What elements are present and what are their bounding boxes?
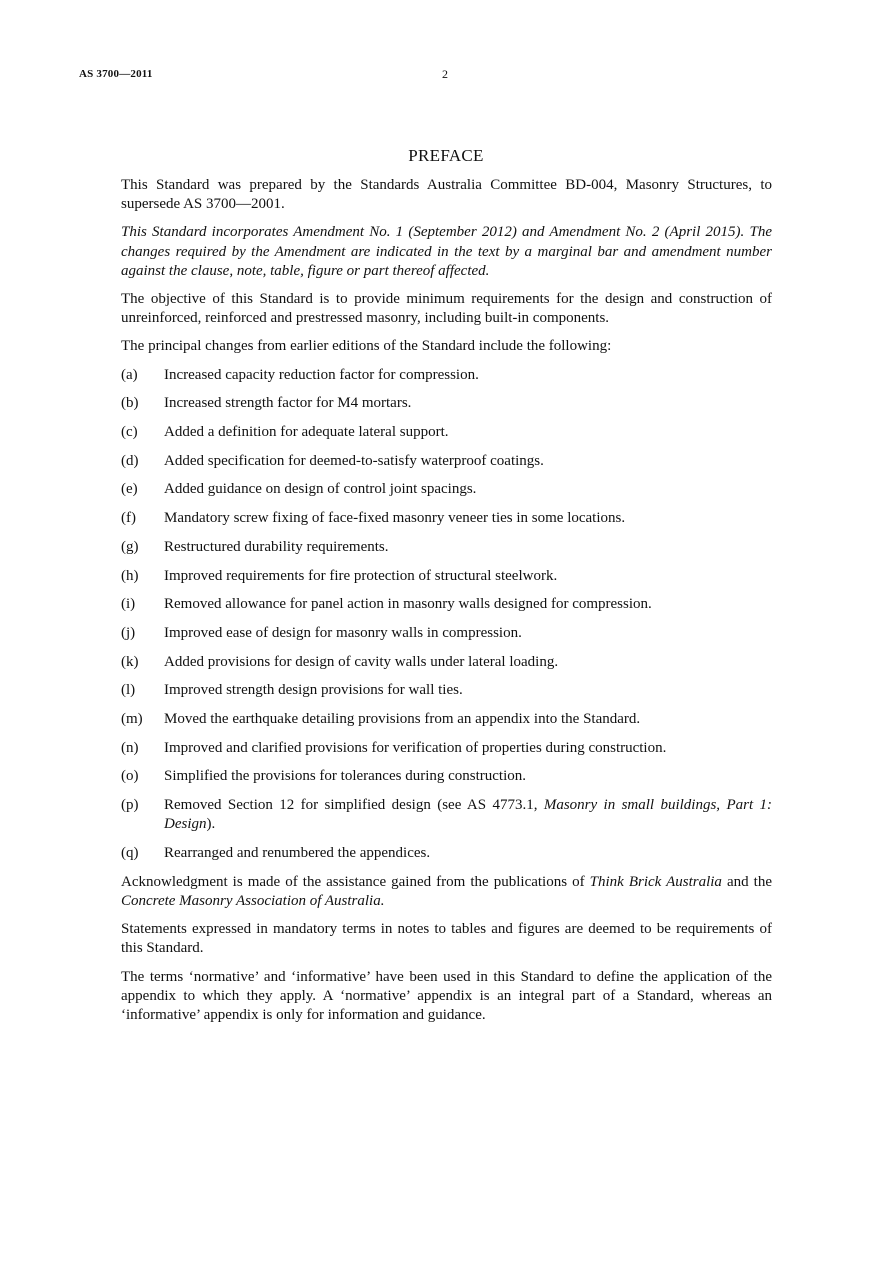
normative-informative-paragraph: The terms ‘normative’ and ‘informative’ have been used in this Standard to define the application of the appendix to which they apply. A ‘normative’ appendix is an integral part of a Standard, whereas an ‘informative’ appendix is only for information and guidance. — [121, 968, 772, 1023]
list-item — [121, 394, 772, 413]
acknowledgment-paragraph — [121, 873, 772, 911]
list-item-label: (e) — [121, 481, 138, 498]
list-item-text: Improved requirements for fire protection of structural steelwork. — [164, 567, 558, 584]
list-item — [121, 653, 772, 672]
list-item-text: Added a definition for adequate lateral support. — [164, 424, 449, 441]
list-item-label: (o) — [121, 768, 139, 785]
list-item-label: (p) — [121, 797, 139, 814]
objective-paragraph: The objective of this Standard is to provide minimum requirements for the design and construction of unreinforced, reinforced and prestressed masonry, including built-in components. — [121, 291, 772, 327]
list-item — [121, 767, 772, 786]
list-item-label: (q) — [121, 845, 139, 862]
list-item-label: (i) — [121, 596, 136, 613]
mandatory-terms-paragraph: Statements expressed in mandatory terms in notes to tables and figures are deemed to be requirements of this Standard. — [121, 921, 772, 957]
list-item-label: (n) — [121, 739, 139, 756]
list-item — [121, 538, 772, 557]
list-item-text: Added provisions for design of cavity walls under lateral loading. — [164, 653, 559, 670]
list-item — [121, 452, 772, 471]
page-title: PREFACE — [408, 146, 484, 165]
referenced-standard-title: Masonry in small buildings, Part 1: Design — [164, 797, 772, 833]
list-item-text: Added guidance on design of control joint spacings. — [164, 481, 477, 498]
list-item-label: (a) — [121, 366, 138, 383]
list-item-text: Increased strength factor for M4 mortars. — [164, 395, 412, 412]
list-item — [121, 844, 772, 863]
list-item-text: Improved ease of design for masonry walls in compression. — [164, 624, 522, 641]
list-item-text: Increased capacity reduction factor for compression. — [164, 366, 479, 383]
list-item-label: (k) — [121, 653, 139, 670]
list-item-text: Improved and clarified provisions for verification of properties during construction. — [164, 739, 667, 756]
list-item — [121, 509, 772, 528]
page-number: 2 — [442, 67, 448, 81]
list-item-text: Improved strength design provisions for wall ties. — [164, 682, 463, 699]
list-item-text: Mandatory screw fixing of face-fixed masonry veneer ties in some locations. — [164, 510, 626, 527]
list-item-text: Rearranged and renumbered the appendices. — [164, 845, 431, 862]
preface-body — [121, 176, 772, 1034]
list-item-label: (g) — [121, 538, 139, 555]
acknowledgment-text: and the — [721, 873, 772, 890]
list-item-label: (l) — [121, 682, 136, 699]
amendment-note: This Standard incorporates Amendment No. 1 (September 2012) and Amendment No. 2 (April 2015). The changes required by the Amendment are indicated in the text by a marginal bar and amendment number against the clause, note, table, figure or part thereof affected. — [121, 224, 772, 279]
preface-paragraph-1: This Standard was prepared by the Standards Australia Committee BD-004, Masonry Structures, to supersede AS 3700—2001. — [121, 177, 772, 213]
changes-intro: The principal changes from earlier editions of the Standard include the following: — [121, 338, 612, 355]
list-item — [121, 567, 772, 586]
list-item-text — [164, 796, 772, 834]
list-item-label: (b) — [121, 395, 139, 412]
list-item — [121, 739, 772, 758]
list-item — [121, 624, 772, 643]
list-item-label: (m) — [121, 711, 143, 728]
list-item — [121, 710, 772, 729]
list-item — [121, 796, 772, 834]
list-item — [121, 366, 772, 385]
list-item-label: (f) — [121, 510, 136, 527]
list-item — [121, 423, 772, 442]
list-item — [121, 480, 772, 499]
list-item-text-part: ). — [206, 816, 216, 833]
list-item-label: (h) — [121, 567, 139, 584]
organisation-name: Concrete Masonry Association of Australia. — [121, 892, 385, 909]
acknowledgment-text: Acknowledgment is made of the assistance gained from the publications of — [121, 873, 590, 890]
organisation-name: Think Brick Australia — [589, 873, 722, 890]
list-item-text: Removed allowance for panel action in masonry walls designed for compression. — [164, 596, 652, 613]
list-item-label: (j) — [121, 624, 136, 641]
list-item-text: Restructured durability requirements. — [164, 538, 389, 555]
list-item-label: (d) — [121, 452, 139, 469]
changes-list — [121, 366, 772, 864]
list-item — [121, 681, 772, 700]
document-id: AS 3700—2011 — [79, 68, 153, 80]
list-item-text: Added specification for deemed-to-satisfy waterproof coatings. — [164, 452, 544, 469]
list-item — [121, 595, 772, 614]
list-item-text-part: Removed Section 12 for simplified design (see AS 4773.1, — [164, 797, 544, 814]
list-item-text: Moved the earthquake detailing provisions from an appendix into the Standard. — [164, 711, 641, 728]
list-item-text: Simplified the provisions for tolerances during construction. — [164, 768, 527, 785]
list-item-label: (c) — [121, 424, 138, 441]
